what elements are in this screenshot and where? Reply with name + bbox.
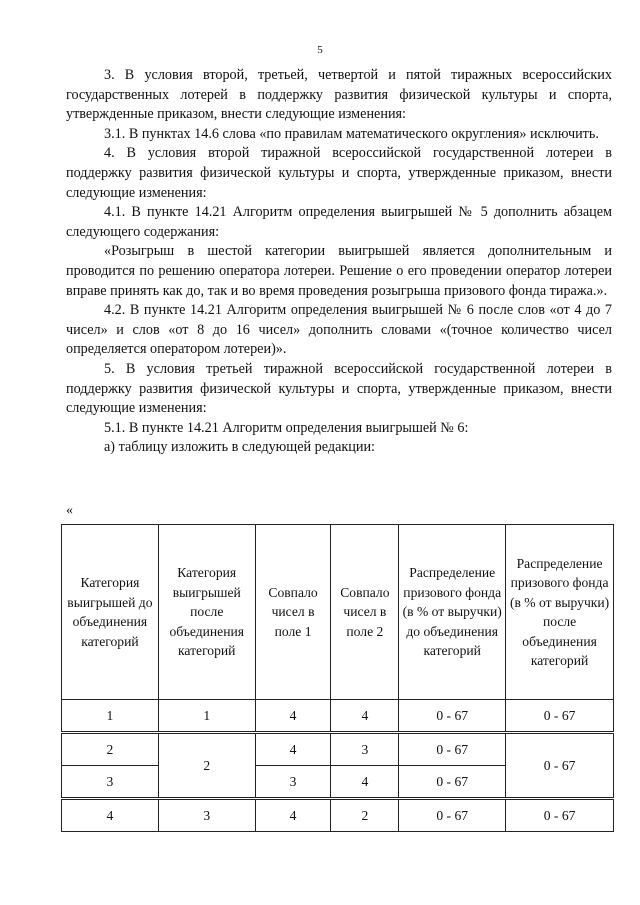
paragraph-3-1: 3.1. В пунктах 14.6 слова «по правилам математического округления» исключить. (104, 125, 599, 142)
cell-category-after: 1 (158, 700, 255, 732)
cell-category-before: 1 (62, 700, 159, 732)
prize-distribution-table (61, 524, 614, 832)
paragraph-4-1: 4.1. В пункте 14.21 Алгоритм определения выигрышей № 5 дополнить абзацем следующего содержания: (66, 204, 612, 240)
document-body (66, 66, 612, 458)
paragraph-a: а) таблицу изложить в следующей редакции: (104, 439, 375, 456)
cell-field-2: 2 (331, 800, 399, 832)
cell-field-1: 4 (255, 800, 331, 832)
header-distribution-before: Распределение призового фонда (в % от выручки) до объединения категорий (399, 525, 506, 700)
cell-field-2: 3 (331, 734, 399, 766)
cell-category-after: 3 (158, 800, 255, 832)
cell-field-2: 4 (331, 700, 399, 732)
table-row (62, 734, 614, 766)
paragraph-5: 5. В условия третьей тиражной всероссийской государственной лотереи в поддержку развития физической культуры и спорта, утвержденные приказом, внести следующие изменения: (66, 360, 612, 417)
header-category-after: Категория выигрышей после объединения категорий (158, 525, 255, 700)
cell-distribution-after-merged: 0 - 67 (506, 734, 614, 798)
cell-distribution-before: 0 - 67 (399, 766, 506, 798)
paragraph-4: 4. В условия второй тиражной всероссийской государственной лотереи в поддержку развития физической культуры и спорта, утвержденные приказом, внести следующие изменения: (66, 145, 612, 201)
header-field-1: Совпало чисел в поле 1 (255, 525, 331, 700)
page-number: 5 (317, 44, 323, 56)
table-row (62, 800, 614, 832)
open-quote-mark: « (66, 503, 73, 518)
cell-category-after-merged: 2 (158, 734, 255, 798)
paragraph-3: 3. В условия второй, третьей, четвертой и пятой тиражных всероссийских государственных лотерей в поддержку развития физической культуры и спорта, утвержденные приказом, внести следующие изменения: (66, 67, 612, 123)
cell-distribution-before: 0 - 67 (399, 734, 506, 766)
header-distribution-after: Распределение призового фонда (в % от выручки) после объединения категорий (506, 525, 614, 700)
header-field-2: Совпало чисел в поле 2 (331, 525, 399, 700)
cell-distribution-before: 0 - 67 (399, 800, 506, 832)
cell-distribution-after: 0 - 67 (506, 800, 614, 832)
cell-category-before: 2 (62, 734, 159, 766)
cell-field-1: 3 (255, 766, 331, 798)
cell-field-2: 4 (331, 766, 399, 798)
quoted-paragraph: «Розыгрыш в шестой категории выигрышей является дополнительным и проводится по решению оператора лотереи. Решение о его проведении оператор лотереи вправе принять как до, так и во время проведения розыгрыша призового фонда тиража.». (66, 243, 612, 299)
cell-field-1: 4 (255, 700, 331, 732)
cell-field-1: 4 (255, 734, 331, 766)
table-row (62, 700, 614, 732)
table-header-row (62, 525, 614, 700)
cell-category-before: 4 (62, 800, 159, 832)
cell-category-before: 3 (62, 766, 159, 798)
cell-distribution-after: 0 - 67 (506, 700, 614, 732)
cell-distribution-before: 0 - 67 (399, 700, 506, 732)
header-category-before: Категория выигрышей до объединения категорий (62, 525, 159, 700)
paragraph-5-1: 5.1. В пункте 14.21 Алгоритм определения выигрышей № 6: (104, 419, 469, 436)
paragraph-4-2: 4.2. В пункте 14.21 Алгоритм определения выигрышей № 6 после слов «от 4 до 7 чисел» и слов «от 8 до 16 чисел» дополнить словами «(точное количество чисел определяется оператором лотереи)». (66, 302, 612, 358)
